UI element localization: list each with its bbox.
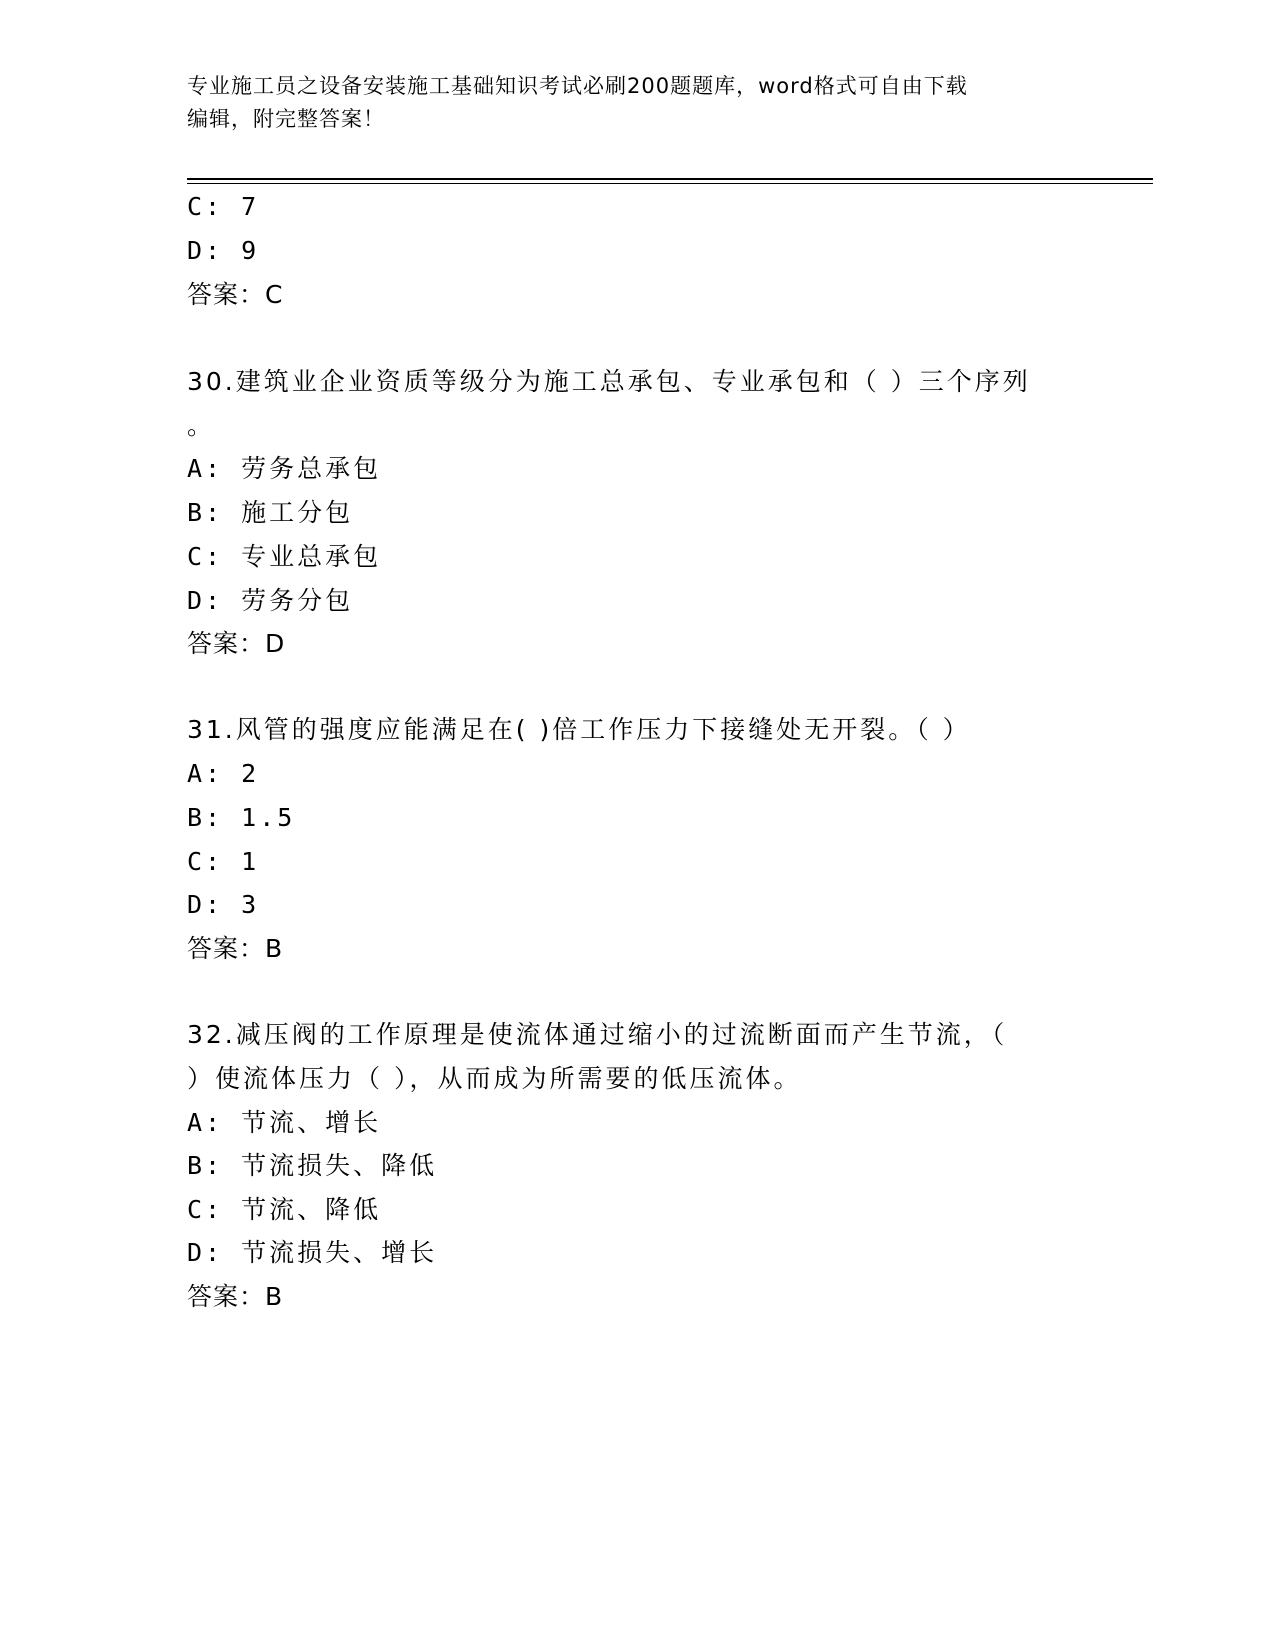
q32-option-c: C: 节流、降低: [187, 1195, 382, 1224]
q30-option-b: B: 施工分包: [187, 498, 354, 527]
q31-option-b: B: 1.5: [187, 803, 296, 832]
q30-option-d: D: 劳务分包: [187, 586, 354, 615]
q31-stem-line1: 31.风管的强度应能满足在( )倍工作压力下接缝处无开裂。（ ）: [187, 715, 971, 744]
q30-answer: 答案：D: [187, 629, 286, 658]
document-header: [187, 70, 1077, 136]
header-divider-thin: [187, 183, 1153, 184]
q32-option-a: A: 节流、增长: [187, 1108, 382, 1137]
prev-answer: 答案：C: [187, 280, 284, 309]
header-title-line1: 专业施工员之设备安装施工基础知识考试必刷200题题库，word格式可自由下载: [187, 74, 968, 98]
q31-option-a: A: 2: [187, 759, 260, 788]
prev-option-d: D: 9: [187, 236, 260, 265]
q32-stem-line1: 32.减压阀的工作原理是使流体通过缩小的过流断面而产生节流，（: [187, 1020, 1008, 1049]
header-divider-thick: [187, 178, 1153, 180]
prev-option-c: C: 7: [187, 192, 260, 221]
q32-option-b: B: 节流损失、降低: [187, 1151, 438, 1180]
q31-option-c: C: 1: [187, 847, 260, 876]
q32-option-d: D: 节流损失、增长: [187, 1238, 438, 1267]
q31-option-d: D: 3: [187, 890, 260, 919]
q30-option-a: A: 劳务总承包: [187, 454, 382, 483]
q32-answer: 答案：B: [187, 1282, 284, 1311]
header-title-line2: 编辑，附完整答案！: [187, 107, 385, 131]
q30-option-c: C: 专业总承包: [187, 542, 382, 571]
q30-stem-line1: 30.建筑业企业资质等级分为施工总承包、专业承包和（ ）三个序列: [187, 367, 1031, 396]
q32-stem-line2: ）使流体压力（ ），从而成为所需要的低压流体。: [187, 1064, 802, 1093]
q31-answer: 答案：B: [187, 934, 284, 963]
q30-stem-line2: 。: [187, 411, 216, 440]
